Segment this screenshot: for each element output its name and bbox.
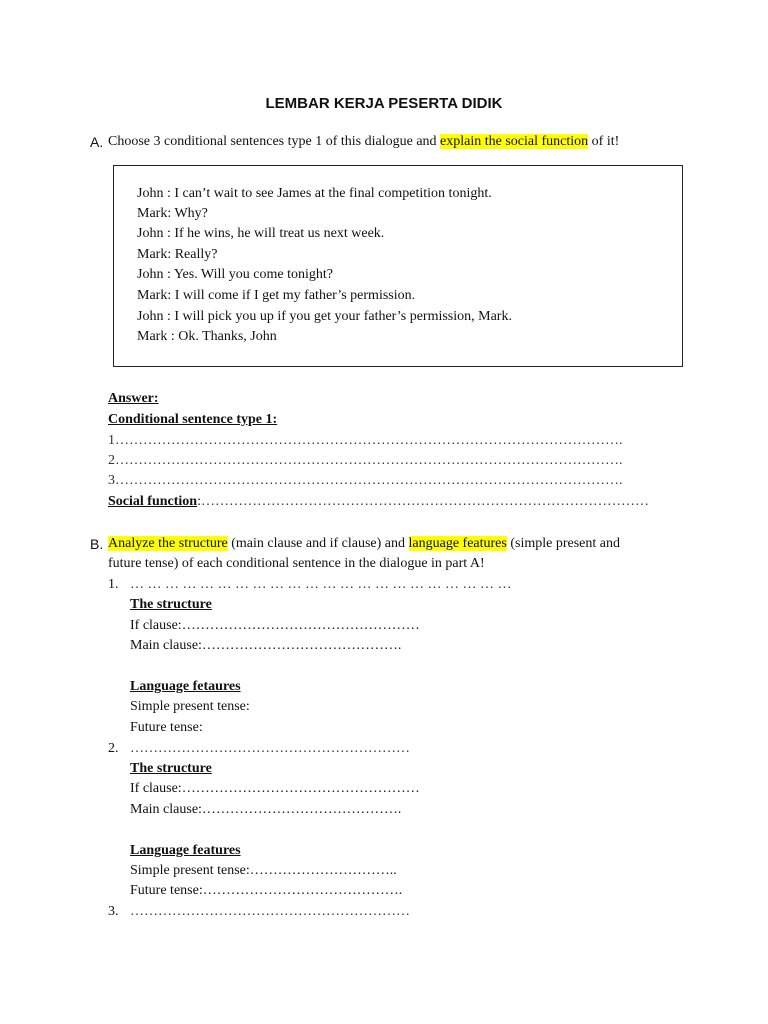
part-a-instruction-end: of it! [588, 134, 620, 149]
answer-label: Answer: [108, 391, 159, 406]
dialogue-box [113, 165, 683, 367]
page-title: LEMBAR KERJA PESERTA DIDIK [265, 95, 503, 112]
item-1-main-clause: Main clause:……………………………………. [130, 638, 402, 653]
item-2-if-clause: If clause:…………………………………………… [130, 781, 420, 796]
item-2-simple-present: Simple present tense:………………………….. [130, 863, 397, 878]
dialogue-line: John : If he wins, he will treat us next week. [137, 226, 385, 241]
part-b-instruction-end: (simple present and [506, 536, 620, 551]
dialogue-line: Mark: I will come if I get my father’s permission. [137, 288, 416, 303]
social-function-label: Social function [108, 494, 198, 509]
item-1-simple-present: Simple present tense: [130, 699, 250, 714]
item-2-main-clause: Main clause:……………………………………. [130, 802, 402, 817]
part-b-highlight-features: language features [408, 536, 507, 551]
part-b-highlight-structure: Analyze the structure [108, 536, 228, 551]
part-a-instruction-text: Choose 3 conditional sentences type 1 of this dialogue and [108, 134, 441, 149]
item-1-features-label: Language fetaures [130, 679, 241, 694]
item-1-number: 1. [108, 577, 119, 592]
part-b-instruction-line2: future tense) of each conditional sentence in the dialogue in part A! [108, 556, 485, 571]
part-b-instruction [108, 535, 620, 553]
part-a-highlight: explain the social function [440, 134, 589, 149]
dialogue-line: John : I will pick you up if you get your father’s permission, Mark. [137, 309, 512, 324]
dialogue-line: Mark: Why? [137, 206, 208, 221]
answer-line-3: 3………………………………………………………………………………………………. [108, 473, 623, 488]
answer-line-1: 1………………………………………………………………………………………………. [108, 433, 623, 448]
item-1-future: Future tense: [130, 720, 203, 735]
item-2-features-label: Language features [130, 843, 241, 858]
part-b-letter: B. [90, 536, 104, 552]
social-function-row [108, 493, 649, 511]
answer-line-2: 2………………………………………………………………………………………………. [108, 453, 623, 468]
item-2-future: Future tense:……………………………………. [130, 883, 403, 898]
item-3-number: 3. [108, 904, 119, 919]
item-1-structure-label: The structure [130, 597, 212, 612]
part-a-letter: A. [90, 134, 104, 150]
dialogue-line: John : I can’t wait to see James at the final competition tonight. [137, 186, 492, 201]
dialogue-line: Mark: Really? [137, 247, 218, 262]
part-b-instruction-text: (main clause and if clause) and [227, 536, 409, 551]
conditional-label: Conditional sentence type 1: [108, 412, 278, 427]
social-function-colon: : [197, 494, 201, 509]
item-2-line: …………………………………………………… [130, 741, 410, 756]
item-3-line: …………………………………………………… [130, 904, 410, 919]
item-1-if-clause: If clause:…………………………………………… [130, 618, 420, 633]
part-a-instruction [108, 133, 619, 151]
item-2-structure-label: The structure [130, 761, 212, 776]
item-1-line: … … … … … … … … … … … … … … … … … … … … … … [130, 577, 512, 592]
dialogue-line: John : Yes. Will you come tonight? [137, 267, 333, 282]
dialogue-line: Mark : Ok. Thanks, John [137, 329, 277, 344]
social-function-line: …………………………………………………………………………………… [200, 494, 649, 509]
item-2-number: 2. [108, 741, 119, 756]
